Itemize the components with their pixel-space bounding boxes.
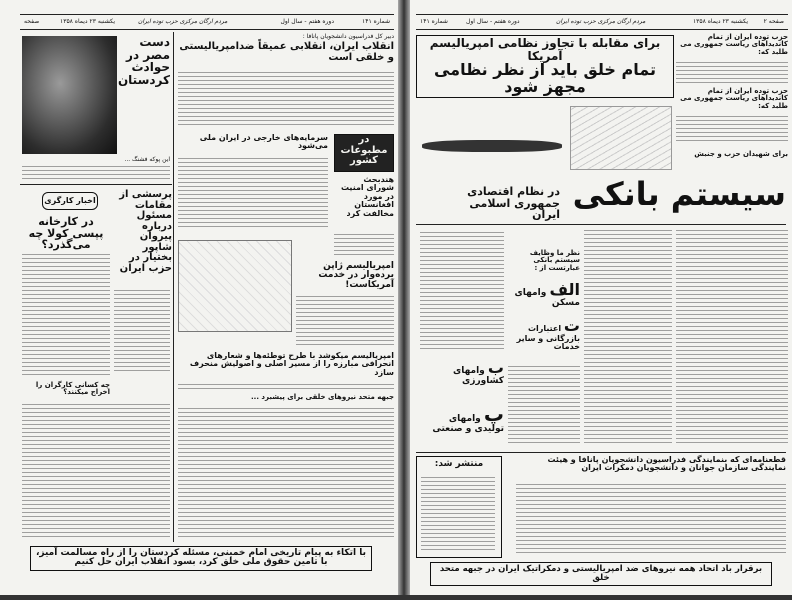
deviation-headline: امپریالیسم میکوشد با طرح توطئه‌ها و شعارهای انحرافی مبارزه را از مسیر اصلی و اصولیش منحرف سازد [189,351,394,377]
section-letter: ب [487,358,504,377]
left-page-header [20,14,394,30]
japan-headline: امپریالیسم ژاپن برده‌وار در خدمت آمریکاست! [318,261,394,290]
page-number: صفحه ۲ [763,18,784,25]
press-headline: هندبحث شورای امنیت در مورد افغانستان مخالفت کرد [340,175,394,218]
lead-headline-box [416,35,674,98]
foreign-capital-headline: سرمایه‌های خارجی در ایران ملی می‌شود [199,133,328,151]
side-headline: حزب توده ایران از تمام کاندیداهای ریاست جمهوری می طلبد که: [680,33,788,56]
issue-number: شماره ۱۴۱ [420,18,448,25]
center-gutter [398,0,410,600]
section-title: وامهای کشاورزی [452,366,504,386]
side-note: برای شهیدان حزب و جنبش [694,150,788,158]
banking-subtitle: در نظام اقتصادی جمهوری اسلامی ایران [467,185,560,222]
volume: دوره هفتم - سال اول [466,18,520,25]
section-letter: الف [549,280,580,299]
published-box [416,456,502,558]
date: یکشنبه ۲۳ دیماه ۱۳۵۸ [60,18,116,25]
issue-number: شماره ۱۴۱ [362,18,390,25]
banking-section-b [420,360,504,386]
lead-kicker: دبیر کل فدراسیون دانشجویان پانافا : [302,33,394,40]
kurdistan-photo [22,36,117,154]
labor-news-logo: اخبار کارگری [42,192,98,210]
question-headline: پرسشی از مقامات مسئول درباره پیروان شاپور بختیار در حزب ایران [119,189,172,274]
front-headline: جبهه متحد نیروهای خلقی برای پیشبرد ... [251,393,394,401]
bottom-edge [0,595,792,600]
lead-line-1: برای مقابله با تجاوز نظامی امپریالیسم آمریکا [429,36,661,63]
banking-question: نظر ما وظایف سیستم بانکی عبارتست از : [529,249,580,272]
section-title: وامهای مسکن [514,288,580,308]
banking-section-p [420,404,504,434]
banking-section-a [506,282,580,308]
masthead: مردم ارگان مرکزی حزب توده ایران [138,18,228,25]
published-headline: منتشر شد: [434,459,484,469]
layoff-headline: چه کسانی کارگران را اخراج میکنند؟ [35,381,110,397]
section-title: اعتبارات بازرگانی و سایر خدمات [516,324,580,352]
date: یکشنبه ۲۳ دیماه ۱۳۵۸ [692,18,748,25]
banking-section-t [506,318,580,352]
front-banner: برقرار باد اتحاد همه نیروهای ضد امپریالیستی و دمکراتیک ایران در جبهه متحد خلق [430,562,772,586]
section-letter: ت [563,316,580,335]
section-letter: پ [483,402,504,426]
side-headline-2: حزب توده ایران از تمام کاندیداهای ریاست جمهوری می طلبد که: [680,87,788,110]
cartoon [178,240,292,332]
lead-line-2: تمام خلق باید از نظر نظامی مجهز شود [433,60,656,96]
crowd-strip [422,140,562,152]
egypt-headline: دست مصر در حوادث کردستان [117,35,170,87]
page-number: صفحه [24,18,40,25]
pepsi-headline: در کارخانه پپسی کولا چه می‌گذرد؟ [28,215,104,252]
right-page-header [416,14,788,30]
resolution-headline: قطعنامه‌ای که بنمایندگی فدراسیون دانشجویان پانافا و هیئت نمایندگی سازمان جوانان و دانشجویان دمکرات ایران [547,455,786,473]
banking-headline: سیستم بانکی [572,175,786,213]
egypt-caption: این پوکه فشنگ ... [124,156,170,163]
lead-headline: انقلاب ایران، انقلابی عمیقاً ضدامپریالیستی و خلقی است [179,41,394,63]
soldier-illustration [570,106,672,170]
press-box: در مطبوعات کشور [334,134,394,172]
kurdistan-banner: با اتکاء به پیام تاریخی امام خمینی، مسئله کردستان را از راه مسالمت آمیز، با تامین حقوق ملی خلق کرد، بسود انقلاب ایران حل کنیم [30,546,372,571]
section-title: وامهای تولیدی و صنعتی [432,414,504,434]
masthead: مردم ارگان مرکزی حزب توده ایران [556,18,646,25]
volume: دوره هفتم - سال اول [280,18,334,25]
right-page [410,0,792,596]
